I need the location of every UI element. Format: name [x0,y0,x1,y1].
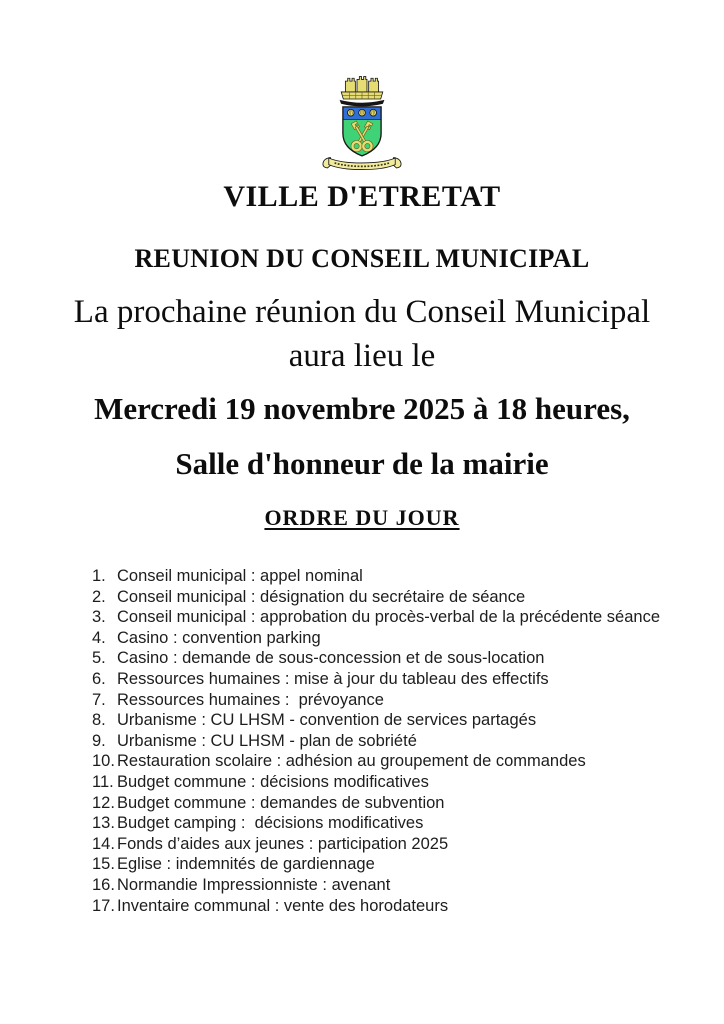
agenda-item [92,710,724,731]
agenda-item [92,607,724,628]
agenda-item-number: 3. [92,608,106,627]
agenda-item [92,772,724,793]
agenda-item [92,834,724,855]
agenda-item-number: 5. [92,649,106,668]
meeting-date: Mercredi 19 novembre 2025 à 18 heures, [94,391,630,426]
agenda-item [92,854,724,875]
agenda-item-text: Inventaire communal : vente des horodateurs [117,896,449,915]
agenda-list [92,566,724,916]
agenda-heading: ORDRE DU JOUR [264,505,460,530]
etretat-coat-of-arms-icon [312,72,412,175]
agenda-item-text: Casino : demande de sous-concession et de sous-location [117,649,545,668]
agenda-item-number: 7. [92,690,106,709]
agenda-item [92,793,724,814]
agenda-item-text: Fonds d’aides aux jeunes : participation 2025 [117,834,449,853]
agenda-item-number: 12. [92,793,115,812]
agenda-item-number: 14. [92,834,115,853]
agenda-item [92,648,724,669]
agenda-item [92,896,724,917]
agenda-item-number: 15. [92,855,115,874]
agenda-item-text: Restauration scolaire : adhésion au groupement de commandes [117,752,586,771]
agenda-item-number: 11. [92,772,114,791]
agenda-item-number: 17. [92,896,115,915]
agenda-item-number: 10. [92,752,115,771]
agenda-item-text: Conseil municipal : désignation du secrétaire de séance [117,587,526,606]
agenda-item-number: 16. [92,875,115,894]
agenda-item-number: 8. [92,711,106,730]
announcement-intro-line2: aura lieu le [288,338,436,374]
agenda-item-text: Ressources humaines : mise à jour du tableau des effectifs [117,669,549,688]
shield-icon [343,107,381,156]
agenda-item [92,813,724,834]
agenda-item-text: Urbanisme : CU LHSM - plan de sobriété [117,731,417,750]
agenda-item-text: Ressources humaines : prévoyance [117,690,384,709]
agenda-item [92,731,724,752]
agenda-item-number: 13. [92,814,115,833]
agenda-item-number: 2. [92,587,106,606]
announcement-intro [0,290,724,378]
agenda-item-text: Normandie Impressionniste : avenant [117,875,391,894]
meeting-heading: REUNION DU CONSEIL MUNICIPAL [134,244,590,273]
motto-ribbon-icon [323,158,401,170]
agenda-item [92,628,724,649]
agenda-item-number: 9. [92,731,106,750]
agenda-item-text: Budget commune : demandes de subvention [117,793,445,812]
agenda-item-number: 4. [92,628,106,647]
agenda-item-text: Budget camping : décisions modificatives [117,814,424,833]
agenda-item [92,566,724,587]
agenda-item-number: 6. [92,669,106,688]
agenda-item [92,690,724,711]
agenda-item [92,587,724,608]
agenda-item-text: Casino : convention parking [117,628,321,647]
agenda-item [92,751,724,772]
agenda-item-text: Conseil municipal : approbation du procès-verbal de la précédente séance [117,608,661,627]
announcement-intro-line1: La prochaine réunion du Conseil Municipal [73,294,651,330]
agenda-item [92,875,724,896]
agenda-item-text: Urbanisme : CU LHSM - convention de services partagés [117,711,537,730]
meeting-venue: Salle d'honneur de la mairie [175,446,549,481]
agenda-item-number: 1. [92,567,106,585]
agenda-item-text: Conseil municipal : appel nominal [117,567,363,585]
scallop-shells-icon [347,109,376,116]
agenda-item-text: Eglise : indemnités de gardiennage [117,855,375,874]
mural-crown-icon [340,77,385,107]
agenda-item [92,669,724,690]
agenda-item-text: Budget commune : décisions modificatives [117,772,429,791]
page-title: VILLE D'ETRETAT [223,180,501,213]
